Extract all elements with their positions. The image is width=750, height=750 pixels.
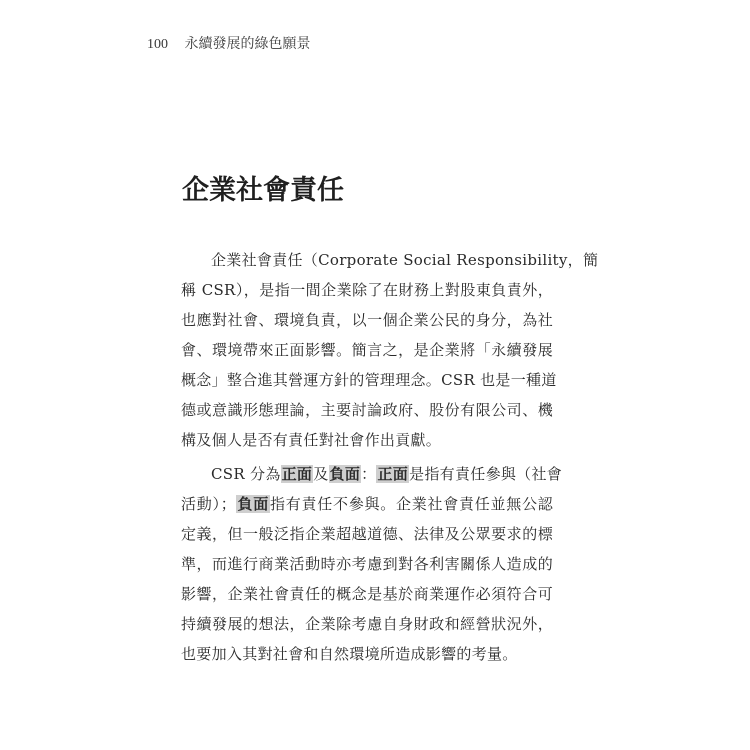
text-run: 指有責任不參與。企業社會責任並無公認: [270, 495, 554, 513]
paragraph-line: [181, 489, 553, 519]
paragraph-line: [181, 459, 563, 489]
body-text: [181, 245, 599, 669]
paragraph-line: 準，而進行商業活動時亦考慮到對各利害關係人造成的: [181, 555, 553, 573]
chapter-title: 企業社會責任: [182, 175, 344, 206]
highlighted-term: 正面: [377, 465, 409, 483]
paragraph-line: 會、環境帶來正面影響。簡言之，是企業將「永續發展: [181, 341, 553, 359]
text-run: ：: [361, 465, 377, 483]
running-head: [147, 33, 310, 53]
paragraph-line: 持續發展的想法，企業除考慮自身財政和經營狀況外，: [181, 615, 553, 633]
highlighted-term: 負面: [329, 465, 361, 483]
paragraph-line: 影響，企業社會責任的概念是基於商業運作必須符合可: [181, 585, 553, 603]
highlighted-term: 正面: [281, 465, 313, 483]
text-run: 及: [313, 465, 329, 483]
highlighted-term: 負面: [237, 495, 269, 513]
paragraph-line: 德或意識形態理論，主要討論政府、股份有限公司、機: [181, 401, 553, 419]
paragraph-line: 也要加入其對社會和自然環境所造成影響的考量。: [181, 645, 518, 663]
paragraph-line: 企業社會責任（Corporate Social Responsibility，簡: [211, 251, 599, 269]
paragraph-line: 構及個人是否有責任對社會作出貢獻。: [181, 431, 442, 449]
book-title: 永續發展的綠色願景: [184, 36, 311, 52]
paragraph-line: 也應對社會、環境負責，以一個企業公民的身分，為社: [181, 311, 553, 329]
text-run: 活動）；: [181, 495, 237, 513]
paragraph-line: 概念」整合進其營運方針的管理理念。CSR 也是一種道: [181, 371, 557, 389]
paragraph-line: 稱 CSR），是指一間企業除了在財務上對股東負責外，: [181, 281, 553, 299]
paragraph-line: 定義，但一般泛指企業超越道德、法律及公眾要求的標: [181, 525, 553, 543]
text-run: CSR 分為: [211, 465, 281, 483]
paragraph-2: [181, 459, 563, 669]
page-number: 100: [147, 37, 168, 52]
paragraph-1: [181, 245, 599, 455]
text-run: 是指有責任參與（社會: [409, 465, 563, 483]
